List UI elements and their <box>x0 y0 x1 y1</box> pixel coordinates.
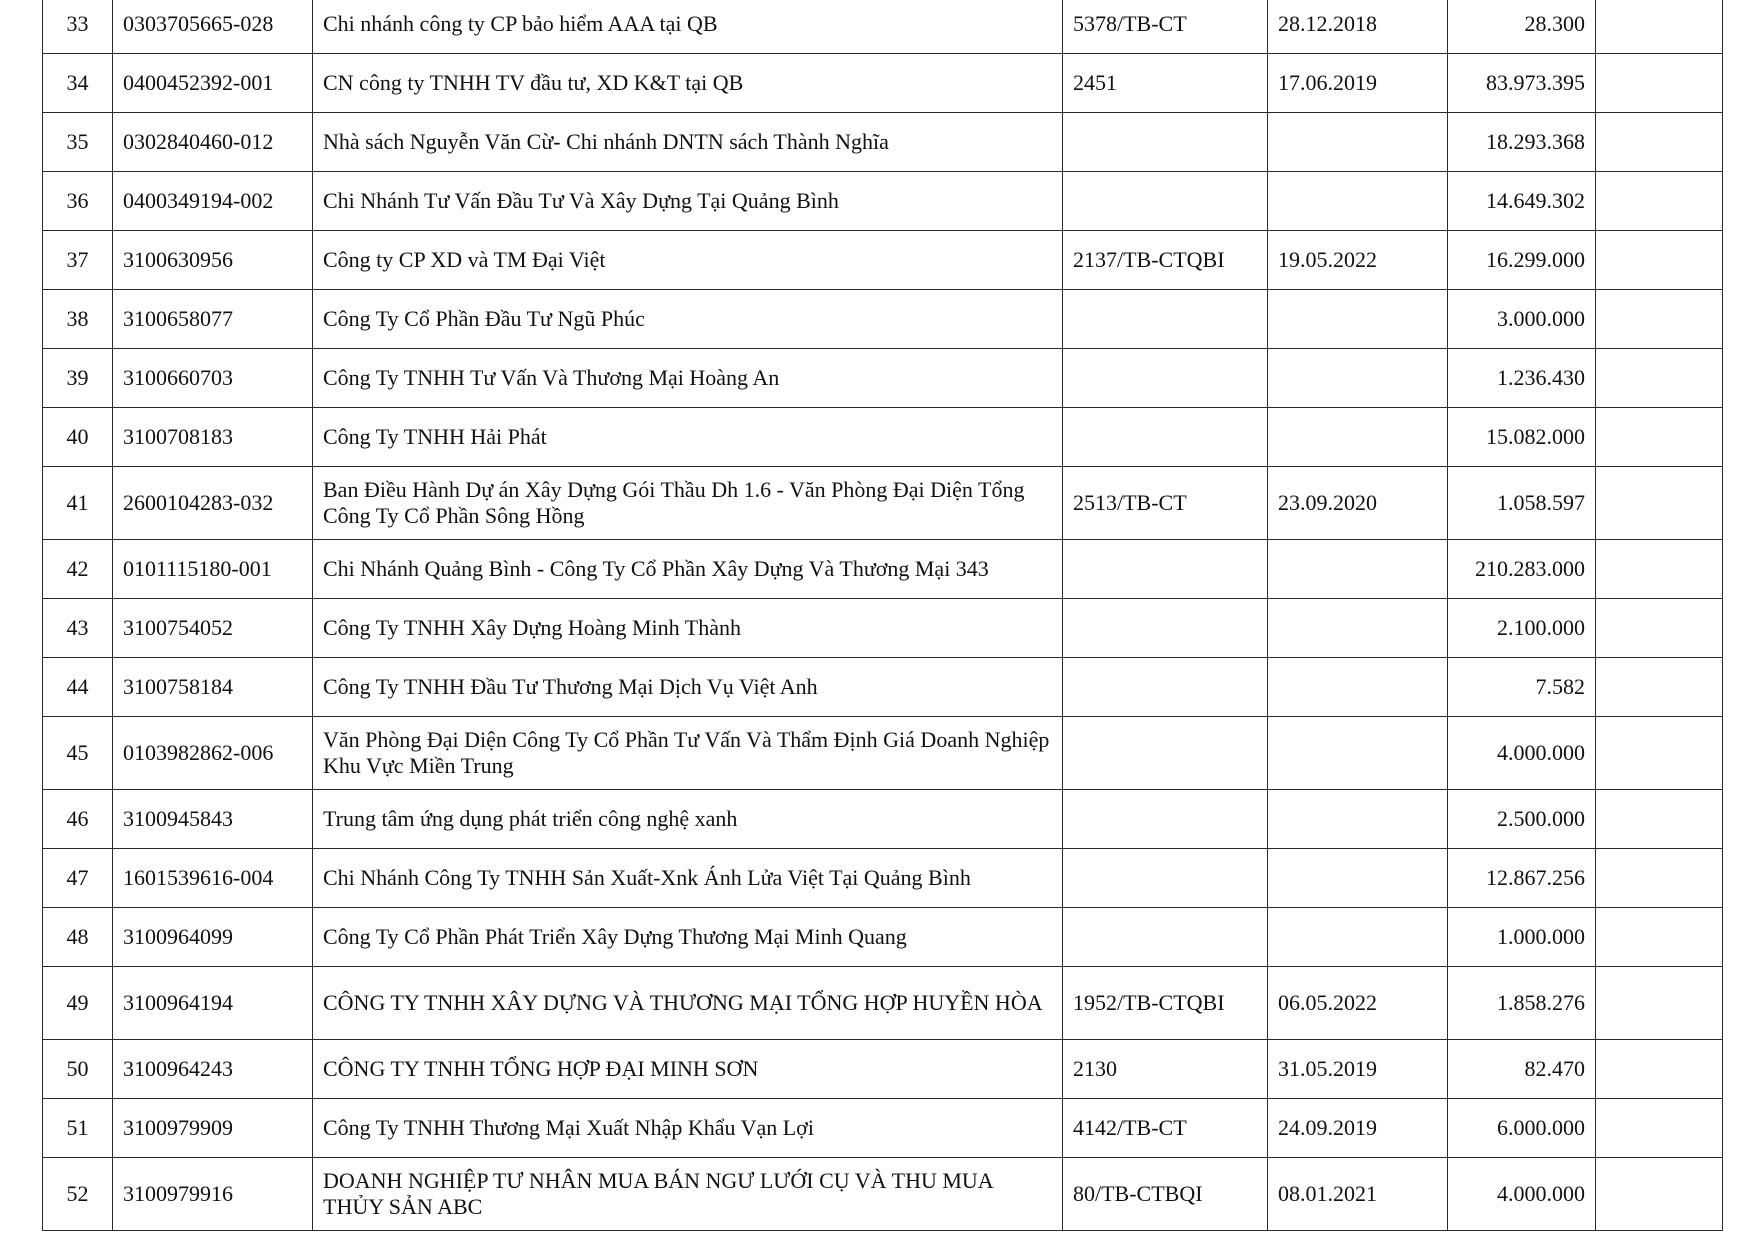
tax-code-cell: 0103982862-006 <box>113 717 313 790</box>
row-number-cell: 42 <box>43 540 113 599</box>
amount-cell: 18.293.368 <box>1448 113 1596 172</box>
notice-date-cell <box>1268 290 1448 349</box>
amount-cell: 1.058.597 <box>1448 467 1596 540</box>
taxpayer-name-cell: Ban Điều Hành Dự án Xây Dựng Gói Thầu Dh 1.6 - Văn Phòng Đại Diện Tổng Công Ty Cổ Phần Sông Hồng <box>313 467 1063 540</box>
note-cell <box>1596 658 1723 717</box>
tax-code-cell: 0302840460-012 <box>113 113 313 172</box>
notice-date-cell: 17.06.2019 <box>1268 54 1448 113</box>
table-row <box>43 790 1723 849</box>
table-row <box>43 1099 1723 1158</box>
table-row <box>43 231 1723 290</box>
tax-code-cell: 3100964194 <box>113 967 313 1040</box>
notice-number-cell <box>1063 172 1268 231</box>
notice-date-cell: 31.05.2019 <box>1268 1040 1448 1099</box>
amount-cell: 1.858.276 <box>1448 967 1596 1040</box>
notice-date-cell <box>1268 349 1448 408</box>
amount-cell: 2.100.000 <box>1448 599 1596 658</box>
taxpayer-name-cell: DOANH NGHIỆP TƯ NHÂN MUA BÁN NGƯ LƯỚI CỤ VÀ THU MUA THỦY SẢN ABC <box>313 1158 1063 1231</box>
note-cell <box>1596 113 1723 172</box>
table-row <box>43 908 1723 967</box>
notice-number-cell: 2451 <box>1063 54 1268 113</box>
tax-code-cell: 3100979916 <box>113 1158 313 1231</box>
table-body <box>43 0 1723 1231</box>
row-number-cell: 36 <box>43 172 113 231</box>
taxpayer-name-cell: Công Ty Cổ Phần Đầu Tư Ngũ Phúc <box>313 290 1063 349</box>
taxpayer-name-cell: CÔNG TY TNHH TỔNG HỢP ĐẠI MINH SƠN <box>313 1040 1063 1099</box>
row-number-cell: 50 <box>43 1040 113 1099</box>
tax-code-cell: 3100660703 <box>113 349 313 408</box>
taxpayer-name-cell: Chi Nhánh Công Ty TNHH Sản Xuất-Xnk Ánh Lửa Việt Tại Quảng Bình <box>313 849 1063 908</box>
notice-number-cell: 2137/TB-CTQBI <box>1063 231 1268 290</box>
note-cell <box>1596 231 1723 290</box>
table-row <box>43 599 1723 658</box>
tax-code-cell: 3100658077 <box>113 290 313 349</box>
amount-cell: 4.000.000 <box>1448 717 1596 790</box>
amount-cell: 2.500.000 <box>1448 790 1596 849</box>
table-row <box>43 967 1723 1040</box>
notice-number-cell: 5378/TB-CT <box>1063 0 1268 54</box>
tax-code-cell: 0400349194-002 <box>113 172 313 231</box>
notice-number-cell <box>1063 540 1268 599</box>
taxpayer-name-cell: CN công ty TNHH TV đầu tư, XD K&T tại QB <box>313 54 1063 113</box>
notice-date-cell <box>1268 540 1448 599</box>
row-number-cell: 52 <box>43 1158 113 1231</box>
notice-date-cell <box>1268 599 1448 658</box>
tax-code-cell: 0101115180-001 <box>113 540 313 599</box>
row-number-cell: 49 <box>43 967 113 1040</box>
notice-number-cell <box>1063 658 1268 717</box>
notice-date-cell: 08.01.2021 <box>1268 1158 1448 1231</box>
notice-number-cell <box>1063 290 1268 349</box>
note-cell <box>1596 1040 1723 1099</box>
notice-number-cell <box>1063 849 1268 908</box>
notice-number-cell: 2513/TB-CT <box>1063 467 1268 540</box>
notice-number-cell <box>1063 599 1268 658</box>
amount-cell: 210.283.000 <box>1448 540 1596 599</box>
notice-date-cell <box>1268 717 1448 790</box>
amount-cell: 1.236.430 <box>1448 349 1596 408</box>
taxpayer-name-cell: Trung tâm ứng dụng phát triển công nghệ xanh <box>313 790 1063 849</box>
row-number-cell: 40 <box>43 408 113 467</box>
notice-number-cell: 2130 <box>1063 1040 1268 1099</box>
notice-date-cell: 23.09.2020 <box>1268 467 1448 540</box>
row-number-cell: 51 <box>43 1099 113 1158</box>
note-cell <box>1596 349 1723 408</box>
row-number-cell: 34 <box>43 54 113 113</box>
taxpayer-name-cell: Nhà sách Nguyễn Văn Cừ- Chi nhánh DNTN sách Thành Nghĩa <box>313 113 1063 172</box>
notice-number-cell <box>1063 717 1268 790</box>
note-cell <box>1596 849 1723 908</box>
note-cell <box>1596 1099 1723 1158</box>
tax-code-cell: 3100945843 <box>113 790 313 849</box>
table-row <box>43 658 1723 717</box>
note-cell <box>1596 54 1723 113</box>
note-cell <box>1596 908 1723 967</box>
amount-cell: 16.299.000 <box>1448 231 1596 290</box>
tax-code-cell: 3100708183 <box>113 408 313 467</box>
taxpayer-name-cell: Văn Phòng Đại Diện Công Ty Cổ Phần Tư Vấn Và Thẩm Định Giá Doanh Nghiệp Khu Vực Miền Trung <box>313 717 1063 790</box>
note-cell <box>1596 172 1723 231</box>
row-number-cell: 35 <box>43 113 113 172</box>
taxpayer-name-cell: Công Ty Cổ Phần Phát Triển Xây Dựng Thương Mại Minh Quang <box>313 908 1063 967</box>
notice-date-cell: 28.12.2018 <box>1268 0 1448 54</box>
row-number-cell: 47 <box>43 849 113 908</box>
taxpayer-name-cell: Công Ty TNHH Tư Vấn Và Thương Mại Hoàng An <box>313 349 1063 408</box>
table-row <box>43 1040 1723 1099</box>
tax-code-cell: 3100979909 <box>113 1099 313 1158</box>
tax-code-cell: 0400452392-001 <box>113 54 313 113</box>
amount-cell: 1.000.000 <box>1448 908 1596 967</box>
taxpayer-name-cell: Chi Nhánh Quảng Bình - Công Ty Cổ Phần Xây Dựng Và Thương Mại 343 <box>313 540 1063 599</box>
row-number-cell: 38 <box>43 290 113 349</box>
note-cell <box>1596 290 1723 349</box>
row-number-cell: 41 <box>43 467 113 540</box>
table-row <box>43 349 1723 408</box>
row-number-cell: 45 <box>43 717 113 790</box>
notice-number-cell: 4142/TB-CT <box>1063 1099 1268 1158</box>
notice-number-cell <box>1063 908 1268 967</box>
taxpayer-name-cell: Công Ty TNHH Đầu Tư Thương Mại Dịch Vụ Việt Anh <box>313 658 1063 717</box>
note-cell <box>1596 540 1723 599</box>
tax-code-cell: 3100964243 <box>113 1040 313 1099</box>
tax-code-cell: 3100964099 <box>113 908 313 967</box>
notice-number-cell <box>1063 408 1268 467</box>
row-number-cell: 37 <box>43 231 113 290</box>
taxpayer-name-cell: Chi nhánh công ty CP bảo hiểm AAA tại QB <box>313 0 1063 54</box>
table-row <box>43 467 1723 540</box>
taxpayer-name-cell: Công ty CP XD và TM Đại Việt <box>313 231 1063 290</box>
amount-cell: 82.470 <box>1448 1040 1596 1099</box>
notice-number-cell <box>1063 349 1268 408</box>
note-cell <box>1596 717 1723 790</box>
row-number-cell: 46 <box>43 790 113 849</box>
table-row <box>43 290 1723 349</box>
tax-code-cell: 0303705665-028 <box>113 0 313 54</box>
table-row <box>43 0 1723 54</box>
notice-date-cell <box>1268 908 1448 967</box>
amount-cell: 7.582 <box>1448 658 1596 717</box>
tax-code-cell: 1601539616-004 <box>113 849 313 908</box>
taxpayer-name-cell: Công Ty TNHH Xây Dựng Hoàng Minh Thành <box>313 599 1063 658</box>
table-row <box>43 172 1723 231</box>
amount-cell: 12.867.256 <box>1448 849 1596 908</box>
notice-date-cell <box>1268 408 1448 467</box>
taxpayer-name-cell: CÔNG TY TNHH XÂY DỰNG VÀ THƯƠNG MẠI TỔNG HỢP HUYỀN HÒA <box>313 967 1063 1040</box>
table-row <box>43 540 1723 599</box>
amount-cell: 28.300 <box>1448 0 1596 54</box>
amount-cell: 6.000.000 <box>1448 1099 1596 1158</box>
note-cell <box>1596 467 1723 540</box>
notice-number-cell: 80/TB-CTBQI <box>1063 1158 1268 1231</box>
debt-table <box>42 0 1723 1231</box>
row-number-cell: 39 <box>43 349 113 408</box>
notice-date-cell <box>1268 658 1448 717</box>
note-cell <box>1596 408 1723 467</box>
note-cell <box>1596 967 1723 1040</box>
notice-date-cell <box>1268 113 1448 172</box>
row-number-cell: 33 <box>43 0 113 54</box>
notice-date-cell: 19.05.2022 <box>1268 231 1448 290</box>
taxpayer-name-cell: Công Ty TNHH Hải Phát <box>313 408 1063 467</box>
table-row <box>43 408 1723 467</box>
notice-number-cell <box>1063 790 1268 849</box>
amount-cell: 83.973.395 <box>1448 54 1596 113</box>
tax-code-cell: 3100754052 <box>113 599 313 658</box>
amount-cell: 14.649.302 <box>1448 172 1596 231</box>
notice-date-cell: 24.09.2019 <box>1268 1099 1448 1158</box>
tax-code-cell: 3100630956 <box>113 231 313 290</box>
note-cell <box>1596 599 1723 658</box>
note-cell <box>1596 790 1723 849</box>
table-row <box>43 1158 1723 1231</box>
note-cell <box>1596 0 1723 54</box>
notice-date-cell: 06.05.2022 <box>1268 967 1448 1040</box>
notice-date-cell <box>1268 790 1448 849</box>
tax-code-cell: 3100758184 <box>113 658 313 717</box>
notice-date-cell <box>1268 849 1448 908</box>
amount-cell: 15.082.000 <box>1448 408 1596 467</box>
note-cell <box>1596 1158 1723 1231</box>
table-row <box>43 717 1723 790</box>
table-row <box>43 54 1723 113</box>
taxpayer-name-cell: Công Ty TNHH Thương Mại Xuất Nhập Khẩu Vạn Lợi <box>313 1099 1063 1158</box>
notice-number-cell <box>1063 113 1268 172</box>
row-number-cell: 43 <box>43 599 113 658</box>
taxpayer-name-cell: Chi Nhánh Tư Vấn Đầu Tư Và Xây Dựng Tại Quảng Bình <box>313 172 1063 231</box>
notice-date-cell <box>1268 172 1448 231</box>
amount-cell: 4.000.000 <box>1448 1158 1596 1231</box>
amount-cell: 3.000.000 <box>1448 290 1596 349</box>
tax-code-cell: 2600104283-032 <box>113 467 313 540</box>
row-number-cell: 48 <box>43 908 113 967</box>
notice-number-cell: 1952/TB-CTQBI <box>1063 967 1268 1040</box>
table-row <box>43 113 1723 172</box>
table-row <box>43 849 1723 908</box>
row-number-cell: 44 <box>43 658 113 717</box>
